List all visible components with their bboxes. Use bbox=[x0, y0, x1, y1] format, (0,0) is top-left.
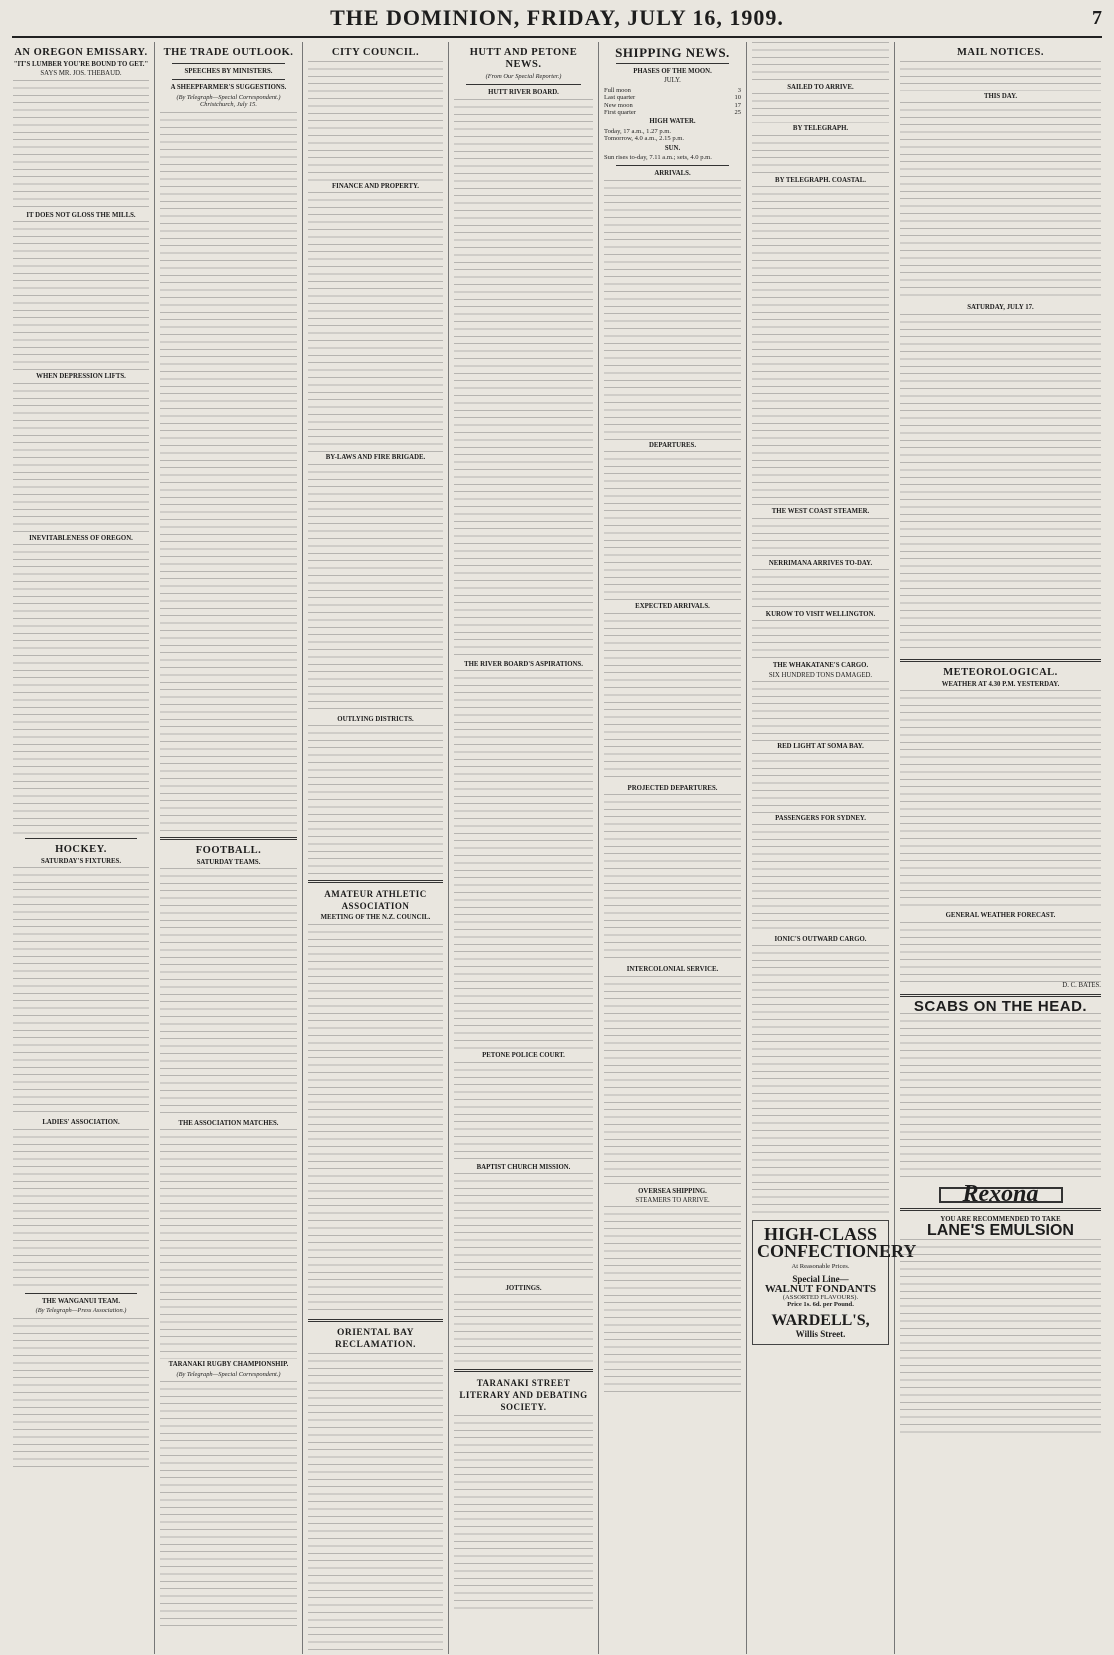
subheading: HUTT RIVER BOARD. bbox=[488, 89, 559, 97]
subheading: SATURDAY, JULY 17. bbox=[967, 304, 1034, 312]
byline: (By Telegraph—Special Correspondent.) Christchurch, July 15. bbox=[176, 93, 281, 109]
divider bbox=[308, 880, 443, 883]
column-4 bbox=[449, 42, 599, 1654]
article-heading: ORIENTAL BAY RECLAMATION. bbox=[334, 1327, 417, 1350]
ad-headline: HIGH-CLASS bbox=[763, 1224, 878, 1245]
article-heading: SHIPPING NEWS. bbox=[615, 45, 730, 60]
rexona-logo: Rexona bbox=[939, 1187, 1063, 1202]
subheading: SATURDAY'S FIXTURES. bbox=[40, 858, 122, 866]
subheading: THE WHAKATANE'S CARGO. bbox=[772, 662, 869, 670]
body-text-block bbox=[752, 824, 889, 934]
body-text-block bbox=[308, 464, 443, 714]
body-text-block bbox=[160, 868, 297, 1118]
subheading: MEETING OF THE N.Z. COUNCIL. bbox=[320, 914, 431, 922]
columns bbox=[8, 42, 1106, 1654]
masthead-title: THE DOMINION, FRIDAY, JULY 16, 1909. bbox=[330, 5, 784, 30]
body-text-block bbox=[454, 99, 593, 659]
ad-brand: WARDELL'S, bbox=[771, 1311, 870, 1329]
sun-times: Sun rises to-day, 7.11 a.m.; sets, 4.0 p.m. bbox=[604, 154, 712, 162]
subheading: THE RIVER BOARD'S ASPIRATIONS. bbox=[464, 660, 583, 668]
subheading: ARRIVALS. bbox=[654, 170, 691, 178]
subheading: THE WEST COAST STEAMER. bbox=[771, 508, 870, 516]
body-text-block bbox=[752, 135, 889, 175]
subheading: PASSENGERS FOR SYDNEY. bbox=[775, 814, 866, 822]
subheading: GENERAL WEATHER FORECAST. bbox=[945, 912, 1056, 920]
subheading: BY TELEGRAPH. bbox=[792, 125, 849, 133]
subheading: LADIES' ASSOCIATION. bbox=[42, 1119, 120, 1127]
byline: (From Our Special Reporter.) bbox=[485, 73, 562, 80]
divider bbox=[172, 79, 285, 80]
subheading: IT DOES NOT GLOSS THE MILLS. bbox=[26, 211, 136, 219]
wardells-advertisement bbox=[752, 1220, 917, 1345]
body-text-block bbox=[604, 976, 741, 1186]
article-heading: HUTT AND PETONE NEWS. bbox=[469, 47, 578, 70]
ad-text: At Reasonable Prices. bbox=[791, 1263, 850, 1271]
body-text-block bbox=[13, 867, 149, 1117]
body-text-block bbox=[13, 1318, 149, 1468]
body-text-block bbox=[13, 80, 149, 210]
body-text-block bbox=[13, 221, 149, 371]
divider bbox=[160, 837, 297, 840]
body-text-block bbox=[454, 1173, 593, 1283]
subheading: WHEN DEPRESSION LIFTS. bbox=[36, 373, 126, 381]
subheading: PROJECTED DEPARTURES. bbox=[627, 784, 718, 792]
subheading: BY TELEGRAPH. COASTAL. bbox=[775, 176, 866, 184]
column-2 bbox=[155, 42, 303, 1654]
subheading: RED LIGHT AT SOMA BAY. bbox=[777, 743, 864, 751]
body-text-block bbox=[604, 180, 741, 440]
ad-text: Price 1s. 6d. per Pound. bbox=[787, 1301, 854, 1309]
subheading: A SHEEPFARMER'S SUGGESTIONS. bbox=[170, 84, 287, 92]
subheading: SAYS MR. JOS. THEBAUD. bbox=[40, 70, 122, 78]
body-text-block bbox=[13, 383, 149, 533]
body-text-block bbox=[454, 1415, 593, 1615]
subheading: BY-LAWS AND FIRE BRIGADE. bbox=[325, 454, 426, 462]
body-text-block bbox=[752, 620, 889, 660]
divider bbox=[616, 63, 729, 64]
article-heading: MAIL NOTICES. bbox=[956, 47, 1045, 58]
body-text-block bbox=[308, 725, 443, 875]
column-6 bbox=[747, 42, 917, 1654]
high-water-today: Today, 17 a.m., 1.27 p.m. bbox=[604, 127, 672, 135]
subheading: SAILED TO ARRIVE. bbox=[787, 84, 854, 91]
subheading: WEATHER AT 4.30 P.M. YESTERDAY. bbox=[941, 680, 1060, 688]
body-text-block bbox=[900, 922, 1101, 982]
moon-row: Full moon 3 bbox=[604, 86, 741, 94]
subheading: OVERSEA SHIPPING. bbox=[638, 1187, 707, 1195]
recommendation-heading: YOU ARE RECOMMENDED TO TAKE bbox=[940, 1215, 1061, 1223]
article-heading: THE TRADE OUTLOOK. bbox=[163, 47, 294, 58]
subheading: FINANCE AND PROPERTY. bbox=[332, 183, 419, 190]
subheading: TARANAKI RUGBY CHAMPIONSHIP. bbox=[168, 1361, 289, 1369]
subheading: THE ASSOCIATION MATCHES. bbox=[178, 1120, 279, 1128]
subheading: JOTTINGS. bbox=[505, 1285, 542, 1293]
divider bbox=[900, 1208, 1101, 1211]
article-heading: AN OREGON EMISSARY. bbox=[14, 47, 148, 58]
article-heading: METEOROLOGICAL. bbox=[943, 666, 1058, 678]
body-text-block bbox=[900, 690, 1101, 910]
body-text-block bbox=[752, 569, 889, 609]
subheading: PETONE POLICE COURT. bbox=[482, 1052, 565, 1060]
article-heading: CITY COUNCIL. bbox=[331, 47, 420, 58]
ad-text: Willis Street. bbox=[795, 1328, 846, 1339]
divider bbox=[900, 659, 1101, 662]
article-heading: FOOTBALL. bbox=[195, 844, 262, 856]
body-text-block bbox=[604, 1206, 741, 1396]
divider bbox=[900, 994, 1101, 997]
body-text-block bbox=[308, 61, 443, 181]
subheading: THE WANGANUI TEAM. bbox=[41, 1297, 121, 1305]
high-water-tomorrow: Tomorrow, 4.0 a.m., 2.15 p.m. bbox=[604, 135, 685, 143]
body-text-block bbox=[604, 794, 741, 964]
scabs-heading: SCABS ON THE HEAD. bbox=[913, 998, 1088, 1016]
subheading: SPEECHES BY MINISTERS. bbox=[184, 68, 273, 75]
page-number: 7 bbox=[1092, 6, 1102, 29]
body-text-block bbox=[308, 1353, 443, 1653]
body-text-block bbox=[752, 945, 889, 1215]
subheading: "IT'S LUMBER YOU'RE BOUND TO GET." bbox=[13, 61, 149, 68]
body-text-block bbox=[604, 613, 741, 783]
signoff: D. C. BATES. bbox=[1062, 981, 1101, 989]
article-heading: AMATEUR ATHLETIC ASSOCIATION bbox=[324, 889, 427, 912]
body-text-block bbox=[752, 518, 889, 558]
subheading: DEPARTURES. bbox=[648, 441, 697, 449]
body-text-block bbox=[13, 544, 149, 834]
body-text-block bbox=[308, 192, 443, 452]
divider bbox=[25, 1293, 137, 1294]
ad-headline: CONFECTIONERY bbox=[757, 1241, 917, 1262]
body-text-block bbox=[454, 1294, 593, 1364]
subheading: INEVITABLENESS OF OREGON. bbox=[29, 534, 133, 542]
byline: (By Telegraph—Press Association.) bbox=[35, 1307, 127, 1315]
subheading: IONIC'S OUTWARD CARGO. bbox=[774, 936, 867, 944]
column-1 bbox=[8, 42, 155, 1654]
body-text-block bbox=[604, 451, 741, 601]
divider bbox=[172, 63, 285, 64]
column-7 bbox=[895, 42, 1106, 1654]
moon-row: First quarter 25 bbox=[604, 109, 741, 117]
subheading: PHASES OF THE MOON. bbox=[633, 68, 712, 75]
column-3 bbox=[303, 42, 449, 1654]
divider bbox=[454, 1369, 593, 1372]
ad-text: WALNUT FONDANTS bbox=[764, 1282, 877, 1295]
subheading: STEAMERS TO ARRIVE. bbox=[635, 1196, 710, 1204]
body-text-block bbox=[308, 924, 443, 1314]
subheading: SATURDAY TEAMS. bbox=[196, 858, 261, 866]
subheading: BAPTIST CHURCH MISSION. bbox=[476, 1163, 571, 1171]
subheading: HIGH WATER. bbox=[649, 118, 696, 126]
article-heading: HOCKEY. bbox=[55, 844, 107, 856]
month-label: JULY. bbox=[664, 77, 681, 85]
moon-row: New moon 17 bbox=[604, 101, 741, 109]
subheading: OUTLYING DISTRICTS. bbox=[337, 715, 414, 723]
divider bbox=[616, 165, 729, 166]
body-text-block bbox=[900, 1239, 1101, 1439]
article-heading: TARANAKI STREET LITERARY AND DEBATING SOCIETY. bbox=[459, 1378, 588, 1413]
body-text-block bbox=[752, 93, 889, 123]
body-text-block bbox=[900, 314, 1101, 654]
subheading: SIX HUNDRED TONS DAMAGED. bbox=[768, 671, 873, 679]
byline: (By Telegraph—Special Correspondent.) bbox=[176, 1370, 281, 1378]
divider bbox=[308, 1319, 443, 1322]
body-text-block bbox=[160, 112, 297, 832]
subheading: INTERCOLONIAL SERVICE. bbox=[626, 966, 719, 974]
body-text-block bbox=[752, 753, 889, 813]
masthead bbox=[12, 0, 1102, 38]
body-text-block bbox=[752, 681, 889, 741]
moon-row: Last quarter 10 bbox=[604, 94, 741, 102]
divider bbox=[466, 84, 581, 85]
ad-text: Special Line— bbox=[792, 1273, 849, 1284]
body-text-block bbox=[900, 102, 1101, 302]
body-text-block bbox=[900, 61, 1101, 91]
subheading: SUN. bbox=[664, 144, 681, 152]
body-text-block bbox=[752, 186, 889, 506]
subheading: NERRIMANA ARRIVES TO-DAY. bbox=[768, 559, 873, 567]
body-text-block bbox=[454, 670, 593, 1050]
body-text-block bbox=[752, 42, 889, 82]
subheading: KUROW TO VISIT WELLINGTON. bbox=[765, 611, 876, 619]
body-text-block bbox=[160, 1129, 297, 1359]
body-text-block bbox=[13, 1129, 149, 1289]
body-text-block bbox=[900, 1013, 1101, 1183]
subheading: EXPECTED ARRIVALS. bbox=[635, 603, 710, 611]
ad-text: (ASSORTED FLAVOURS). bbox=[782, 1293, 859, 1301]
body-text-block bbox=[454, 1062, 593, 1162]
column-5 bbox=[599, 42, 747, 1654]
body-text-block bbox=[160, 1381, 297, 1631]
lanes-emulsion-heading: LANE'S EMULSION bbox=[927, 1222, 1074, 1240]
divider bbox=[25, 838, 137, 839]
subheading: THIS DAY. bbox=[983, 93, 1018, 100]
